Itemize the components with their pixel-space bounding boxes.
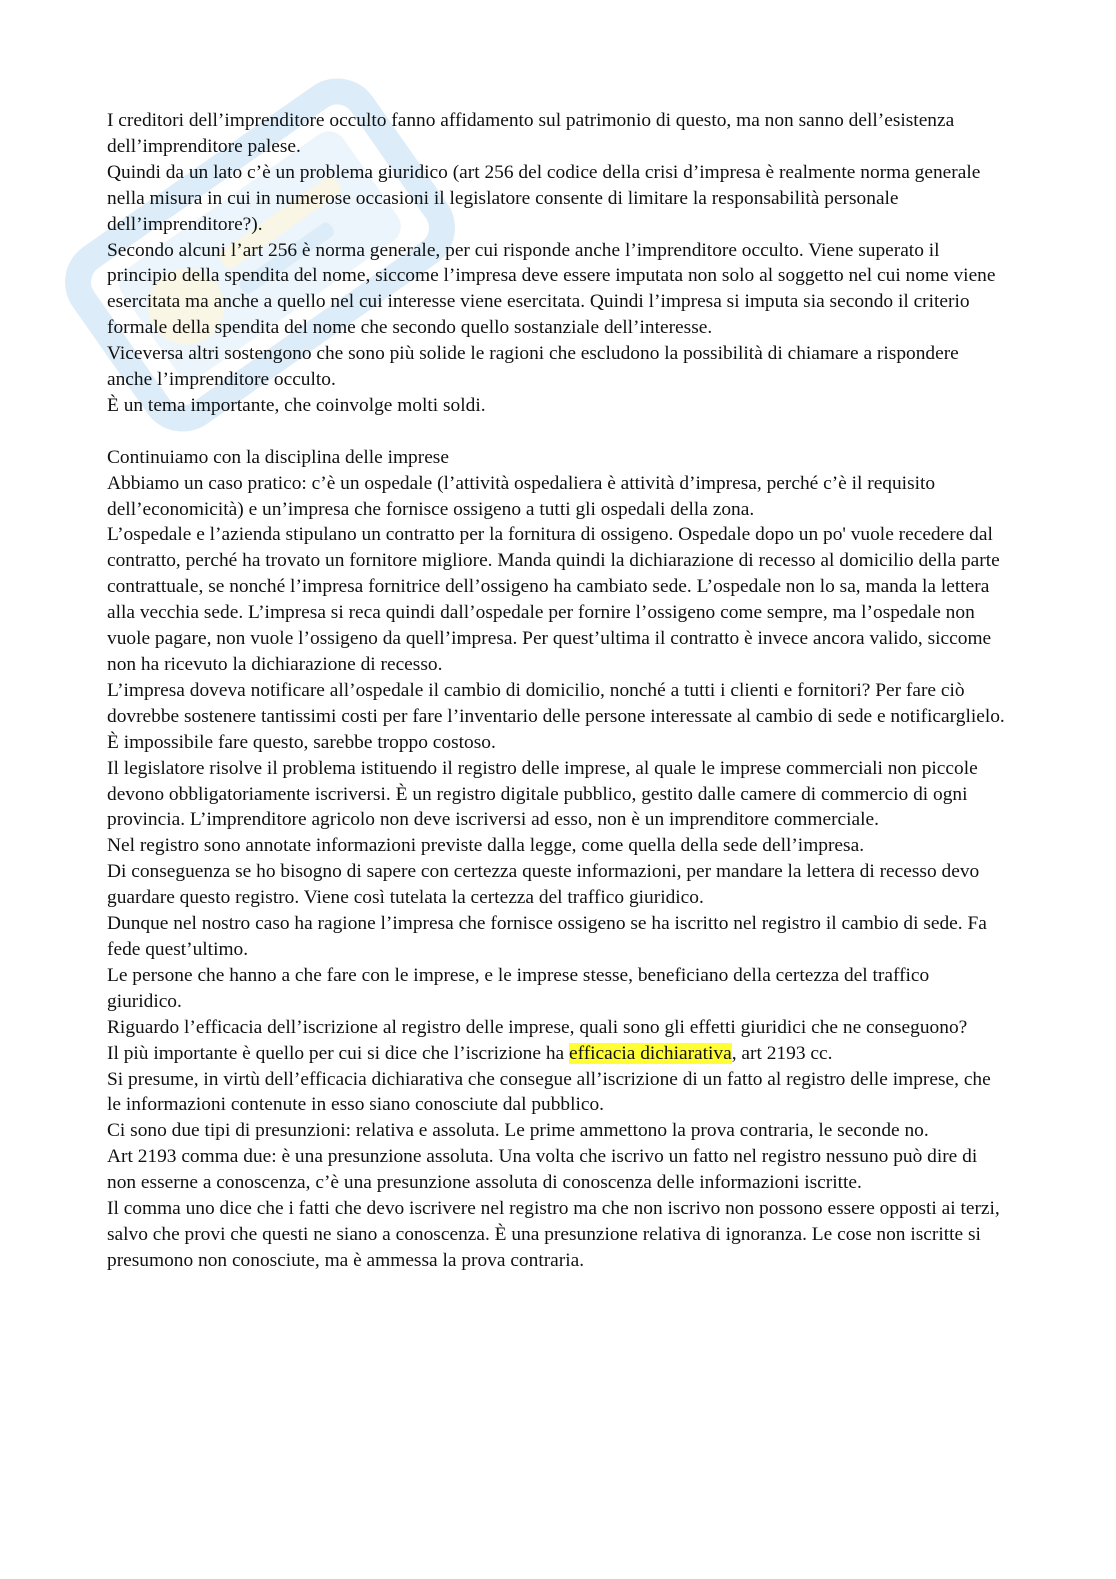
paragraph: Quindi da un lato c’è un problema giuridico (art 256 del codice della crisi d’impresa è realmente norma generale nella misura in cui in numerose occasioni il legislatore consente di limitare la responsabilità personale dell’imprenditore?). bbox=[107, 161, 981, 235]
highlighted-term: efficacia dichiarativa bbox=[568, 1042, 732, 1064]
paragraph: Dunque nel nostro caso ha ragione l’impresa che fornisce ossigeno se ha iscritto nel registro il cambio di sede. Fa fede quest’ultimo. bbox=[107, 913, 987, 960]
highlight-before: Il più importante è quello per cui si dice che l’iscrizione ha bbox=[107, 1042, 569, 1064]
paragraph: Le persone che hanno a che fare con le imprese, e le imprese stesse, beneficiano della certezza del traffico giuridico. bbox=[107, 964, 930, 1012]
section-heading: Continuiamo con la disciplina delle imprese bbox=[107, 446, 449, 468]
paragraph: Ci sono due tipi di presunzioni: relativa e assoluta. Le prime ammettono la prova contraria, le seconde no. bbox=[107, 1120, 929, 1142]
paragraph: L’ospedale e l’azienda stipulano un contratto per la fornitura di ossigeno. Ospedale dopo un po' vuole recedere dal contratto, perché ha trovato un fornitore migliore. Manda quindi la dichiarazione di recesso al domicilio della parte contrattuale, se nonché l’impresa fornitrice dell’ossigeno ha cambiato sede. L’ospedale non lo sa, manda la lettera alla vecchia sede. L’impresa si reca quindi dall’ospedale per fornire l’ossigeno come sempre, ma l’ospedale non vuole pagare, non vuole l’ossigeno da quell’impresa. Per quest’ultima il contratto è invece ancora valido, siccome non ha ricevuto la dichiarazione di recesso. bbox=[107, 524, 1000, 676]
paragraph: I creditori dell’imprenditore occulto fanno affidamento sul patrimonio di questo, ma non sanno dell’esistenza dell’imprenditore palese. bbox=[107, 110, 955, 157]
paragraph: Art 2193 comma due: è una presunzione assoluta. Una volta che iscrivo un fatto nel registro nessuno può dire di non esserne a conoscenza, c’è una presunzione assoluta di conoscenza delle informazioni iscritte. bbox=[107, 1146, 978, 1194]
paragraph: Viceversa altri sostengono che sono più solide le ragioni che escludono la possibilità di chiamare a rispondere anche l’imprenditore occulto. bbox=[107, 343, 959, 391]
paragraph: Nel registro sono annotate informazioni previste dalla legge, come quella della sede dell’impresa. bbox=[107, 835, 865, 857]
paragraph: Abbiamo un caso pratico: c’è un ospedale (l’attività ospedaliera è attività d’impresa, perché c’è il requisito dell’economicità) e un’impresa che fornisce ossigeno a tutti gli ospedali della zona. bbox=[107, 472, 936, 520]
blank-line bbox=[107, 419, 1007, 445]
highlight-after: , art 2193 cc. bbox=[731, 1042, 833, 1064]
paragraph: Il legislatore risolve il problema istituendo il registro delle imprese, al quale le imprese commerciali non piccole devono obbligatoriamente iscriversi. È un registro digitale pubblico, gestito dalle camere di commercio di ogni provincia. L’imprenditore agricolo non deve iscriversi ad esso, non è un imprenditore commerciale. bbox=[107, 757, 978, 831]
paragraph: Di conseguenza se ho bisogno di sapere con certezza queste informazioni, per mandare la lettera di recesso devo guardare questo registro. Viene così tutelata la certezza del traffico giuridico. bbox=[107, 861, 980, 909]
paragraph: Secondo alcuni l’art 256 è norma generale, per cui risponde anche l’imprenditore occulto. Viene superato il principio della spendita del nome, siccome l’impresa deve essere imputata non solo al soggetto nel cui nome viene esercitata ma anche a quello nel cui interesse viene esercitata. Quindi l’impresa si imputa sia secondo il criterio formale della spendita del nome che secondo quello sostanziale dell’interesse. bbox=[107, 239, 996, 339]
paragraph: Il comma uno dice che i fatti che devo iscrivere nel registro ma che non iscrivo non possono essere opposti ai terzi, salvo che provi che questi ne siano a conoscenza. È una presunzione relativa di ignoranza. Le cose non iscritte si presumono non conosciute, ma è ammessa la prova contraria. bbox=[107, 1198, 1000, 1271]
document-body bbox=[107, 108, 1007, 1274]
paragraph: È un tema importante, che coinvolge molti soldi. bbox=[107, 394, 486, 416]
paragraph: L’impresa doveva notificare all’ospedale il cambio di domicilio, nonché a tutti i clienti e fornitori? Per fare ciò dovrebbe sostenere tantissimi costi per fare l’inventario delle persone interessate al cambio di sede e notificarglielo. È impossibile fare questo, sarebbe troppo costoso. bbox=[107, 679, 1005, 753]
paragraph: Si presume, in virtù dell’efficacia dichiarativa che consegue all’iscrizione di un fatto al registro delle imprese, che le informazioni contenute in esso siano conosciute dal pubblico. bbox=[107, 1068, 991, 1116]
highlight-paragraph bbox=[107, 1041, 1007, 1067]
paragraph: Riguardo l’efficacia dell’iscrizione al registro delle imprese, quali sono gli effetti giuridici che ne conseguono? bbox=[107, 1016, 968, 1038]
